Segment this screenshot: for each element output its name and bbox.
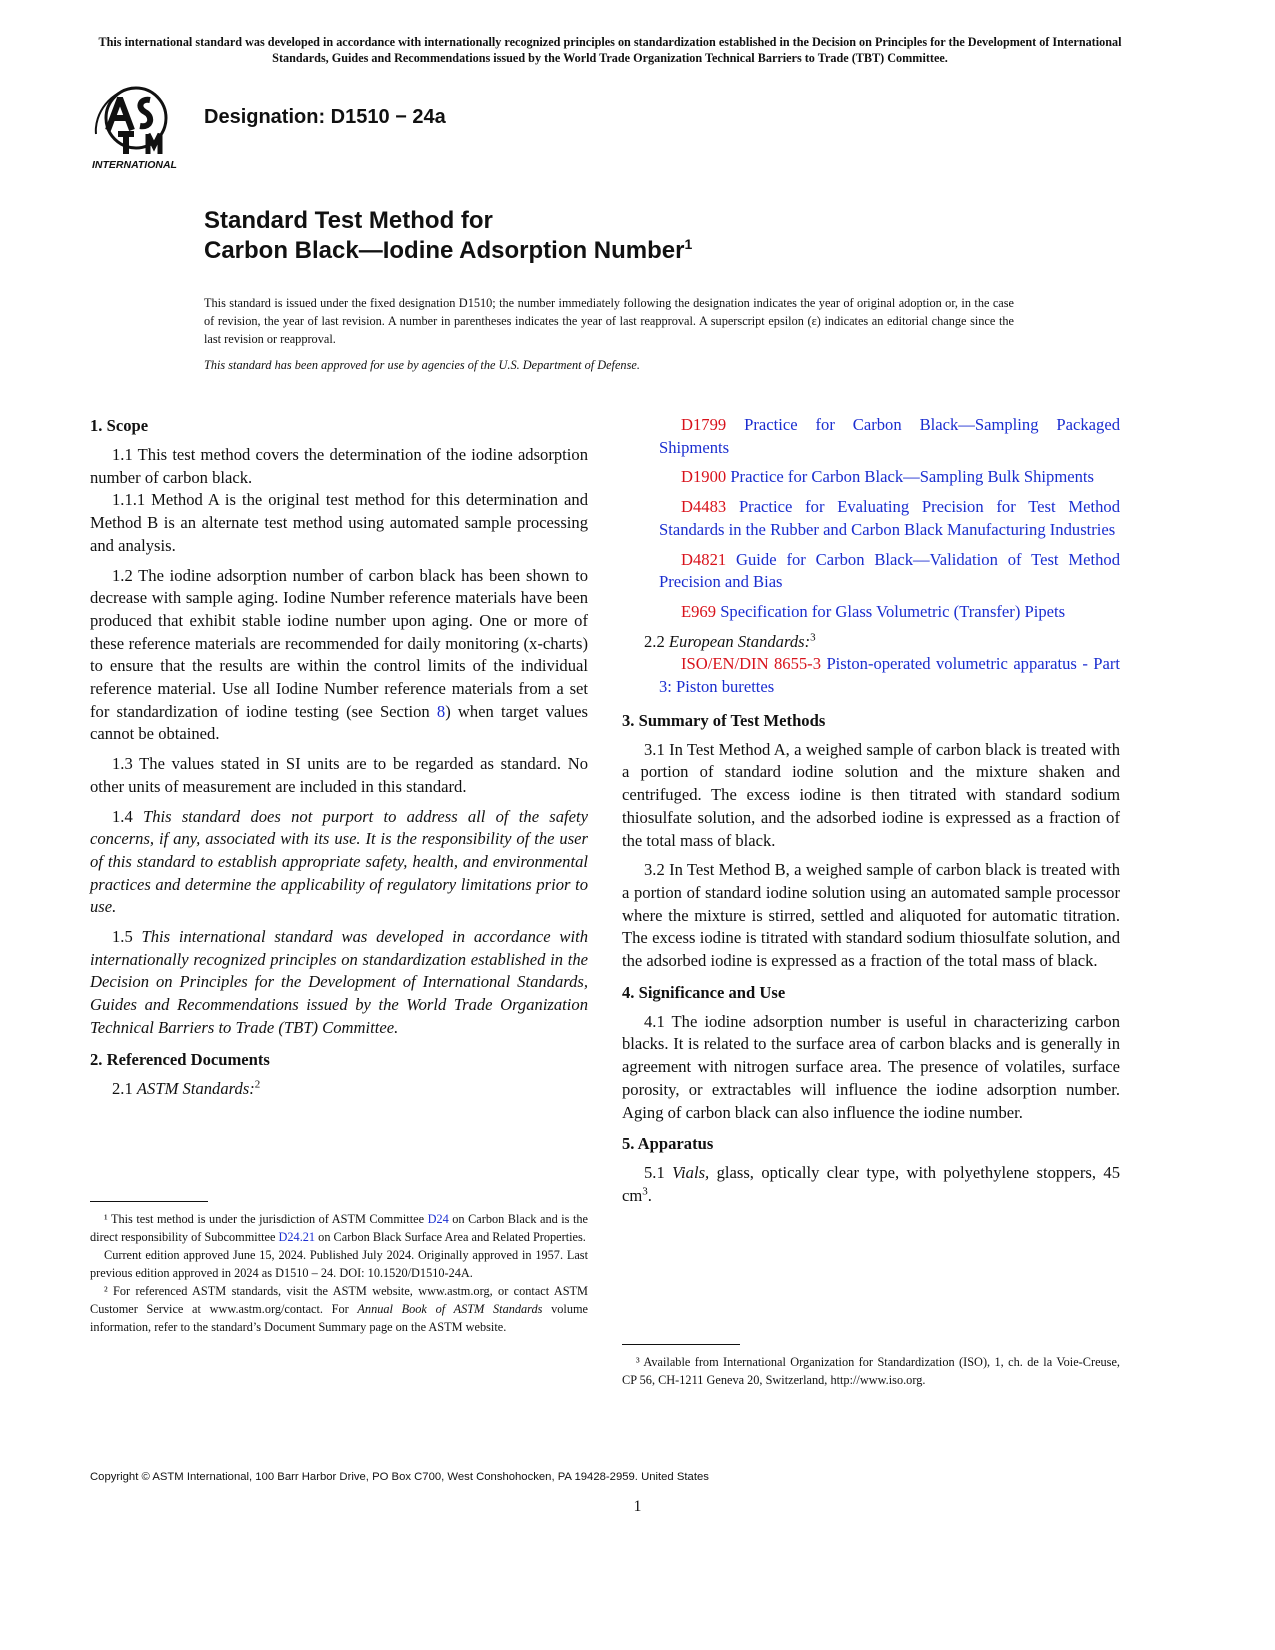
title-footnote-mark: 1 [684, 236, 693, 252]
title-line-2 [204, 236, 692, 266]
reference-title-link[interactable]: Practice for Carbon Black—Sampling Bulk Shipments [730, 467, 1094, 487]
para-1-4-text: This standard does not purport to address all of the safety concerns, if any, associated with its use. It is the responsibility of the user of this standard to establish appropriate safety, health, and environmental practices and determine the applicability of regulatory limitations prior to use. [90, 806, 588, 917]
reference-item [622, 653, 1120, 698]
para-2-1 [90, 1078, 588, 1101]
reference-code-link[interactable]: D1799 [681, 415, 727, 434]
fn1-b: on Carbon Black and is the direct responsibility of Subcommittee [90, 1212, 588, 1244]
para-2-1-num: 2.1 [112, 1078, 133, 1098]
para-1-5 [90, 926, 588, 1040]
footnote-3: ³ Available from International Organization for Standardization (ISO), 1, ch. de la Voie-Creuse, CP 56, CH-1211 Geneva 20, Switzerland, http://www.iso.org. [622, 1355, 1120, 1387]
para-2-2-text: European Standards: [668, 631, 811, 651]
para-5-1-num: 5.1 [644, 1163, 665, 1183]
para-5-1-text: glass, optically clear type, with polyethylene stoppers, 45 cm [622, 1163, 1120, 1205]
reference-title-link[interactable]: Practice for Carbon Black—Sampling Packaged Shipments [659, 415, 1121, 457]
reference-code-link[interactable]: D4821 [681, 549, 727, 569]
reference-item [622, 601, 1120, 624]
issue-note: This standard is issued under the fixed designation D1510; the number immediately following the designation indicates the year of original adoption or, in the case of revision, the year of last revision. A number in parentheses indicates the year of last reapproval. A superscript epsilon (ε) indicates an editorial change since the last revision or reapproval. [204, 296, 1014, 346]
footnote-rule [90, 1201, 208, 1202]
para-1-1: 1.1 This test method covers the determination of the iodine adsorption number of carbon black. [90, 445, 588, 487]
fn1-c: on Carbon Black Surface Area and Related Properties. [315, 1230, 586, 1244]
page-number: 1 [633, 1498, 642, 1515]
footnote-rule [622, 1344, 740, 1345]
para-4-1: 4.1 The iodine adsorption number is useful in characterizing carbon blacks. It is related to the surface area of carbon blacks and is generally in agreement with nitrogen surface area. The presence of volatiles, surface porosity, or extractables will influence the iodine adsorption number. Aging of carbon black can also influence the iodine number. [622, 1011, 1120, 1122]
reference-item [622, 414, 1120, 459]
reference-title-link[interactable]: Specification for Glass Volumetric (Transfer) Pipets [720, 601, 1066, 621]
para-1-1-1: 1.1.1 Method A is the original test method for this determination and Method B is an alternate test method using automated sample processing and analysis. [90, 490, 588, 555]
right-footnotes [622, 1344, 1120, 1389]
para-2-1-text: ASTM Standards: [136, 1078, 255, 1098]
left-footnotes [90, 1201, 588, 1336]
subcommittee-d24-21-link[interactable]: D24.21 [278, 1230, 316, 1244]
astm-logo-icon [90, 84, 190, 174]
section-3-heading: 3. Summary of Test Methods [622, 710, 826, 730]
section-8-link[interactable]: 8 [436, 701, 446, 721]
para-1-5-num: 1.5 [112, 927, 133, 947]
para-2-2 [622, 631, 1120, 654]
reference-title-link[interactable]: Piston-operated volumetric apparatus - Part 3: Piston burettes [659, 654, 1120, 697]
para-1-4-num: 1.4 [112, 806, 133, 826]
footnote-1-edition: Current edition approved June 15, 2024. Published July 2024. Originally approved in 1957. Last previous edition approved in 2024 as D1510 – 24. DOI: 10.1520/D1510-24A. [90, 1248, 588, 1280]
para-5-1-sup: 3 [642, 1185, 648, 1198]
page-title [204, 206, 692, 266]
copyright: Copyright © ASTM International, 100 Barr Harbor Drive, PO Box C700, West Conshohocken, PA 19428-2959. United States [90, 1471, 709, 1483]
title-line-2-text: Carbon Black—Iodine Adsorption Number [204, 237, 685, 264]
reference-item [622, 496, 1120, 541]
para-1-2 [90, 565, 588, 747]
fn2-italic: Annual Book of ASTM Standards [357, 1302, 543, 1316]
para-2-2-num: 2.2 [644, 631, 665, 651]
para-5-1 [622, 1162, 1120, 1207]
left-column [90, 414, 588, 1107]
committee-d24-link[interactable]: D24 [427, 1212, 449, 1226]
eu-reference-list [622, 653, 1120, 698]
para-1-2-b: ) when target values cannot be obtained. [90, 701, 589, 744]
reference-title-link[interactable]: Guide for Carbon Black—Validation of Test Method Precision and Bias [659, 549, 1120, 592]
logo-text: INTERNATIONAL [92, 159, 177, 171]
reference-item [622, 549, 1120, 594]
section-2-heading: 2. Referenced Documents [90, 1049, 270, 1069]
para-2-1-sup: 2 [254, 1078, 261, 1091]
footnote-1 [90, 1210, 588, 1246]
reference-code-link[interactable]: D4483 [681, 497, 727, 517]
para-1-2-a: 1.2 The iodine adsorption number of carbon black has been shown to decrease with sample aging. Iodine Number reference materials have been produced that exhibit stable iodine number upon aging. One or more of these reference materials are recommended for daily monitoring (x-charts) to ensure that the results are within the control limits of the individual reference material. Use all Iodine Number reference materials from a set for standardization of iodine testing (see Section [90, 565, 588, 721]
astm-logo [90, 84, 190, 174]
reference-item [622, 466, 1120, 489]
designation: Designation: D1510 − 24a [204, 106, 446, 128]
title-line-1: Standard Test Method for [204, 207, 493, 234]
astm-reference-list [622, 414, 1120, 624]
fn2-b: volume information, refer to the standard’s Document Summary page on the ASTM website. [90, 1302, 588, 1334]
footnote-2 [90, 1282, 588, 1336]
reference-code-link[interactable]: ISO/EN/DIN 8655-3 [681, 654, 822, 674]
para-1-5-text: This international standard was developed in accordance with internationally recognized principles on standardization established in the Decision on Principles for the Development of International Standards, Guides and Recommendations issued by the World Trade Organization Technical Barriers to Trade (TBT) Committee. [90, 927, 588, 1037]
right-column [622, 414, 1120, 1215]
para-5-1-end: . [647, 1185, 652, 1205]
section-1-heading: 1. Scope [90, 416, 149, 435]
para-1-3: 1.3 The values stated in SI units are to be regarded as standard. No other units of measurement are included in this standard. [90, 754, 588, 796]
dod-note: This standard has been approved for use by agencies of the U.S. Department of Defense. [204, 358, 640, 372]
para-3-1: 3.1 In Test Method A, a weighed sample of carbon black is treated with a portion of standard iodine solution and the mixture shaken and centrifuged. The excess iodine is then titrated with standard sodium thiosulfate solution, and the adsorbed iodine is expressed as a fraction of the total mass of black. [622, 739, 1120, 850]
top-notice: This international standard was developed in accordance with internationally recognized principles on standardization established in the Decision on Principles for the Development of International Standards, Guides and Recommendations issued by the World Trade Organization Technical Barriers to Trade (TBT) Committee. [98, 35, 1122, 65]
fn1-a: ¹ This test method is under the jurisdiction of ASTM Committee [104, 1212, 428, 1226]
section-5-heading: 5. Apparatus [622, 1134, 714, 1154]
para-3-2: 3.2 In Test Method B, a weighed sample of carbon black is treated with a portion of standard iodine solution using an automated sample processor where the mixture is stirred, settled and aliquoted for automatic titration. The excess iodine is titrated with standard sodium thiosulfate solution, and the adsorbed iodine is expressed as a fraction of the total mass of black. [622, 860, 1120, 971]
reference-title-link[interactable]: Practice for Evaluating Precision for Test Method Standards in the Rubber and Carbon Black Manufacturing Industries [659, 497, 1120, 539]
para-2-2-sup: 3 [810, 631, 816, 644]
reference-code-link[interactable]: D1900 [681, 467, 727, 487]
para-1-4 [90, 806, 588, 920]
fn2-a: ² For referenced ASTM standards, visit the ASTM website, www.astm.org, or contact ASTM Customer Service at www.astm.org/contact. For [90, 1284, 588, 1316]
reference-code-link[interactable]: E969 [681, 601, 717, 621]
section-4-heading: 4. Significance and Use [622, 982, 786, 1002]
para-5-1-term: Vials, [672, 1163, 710, 1183]
